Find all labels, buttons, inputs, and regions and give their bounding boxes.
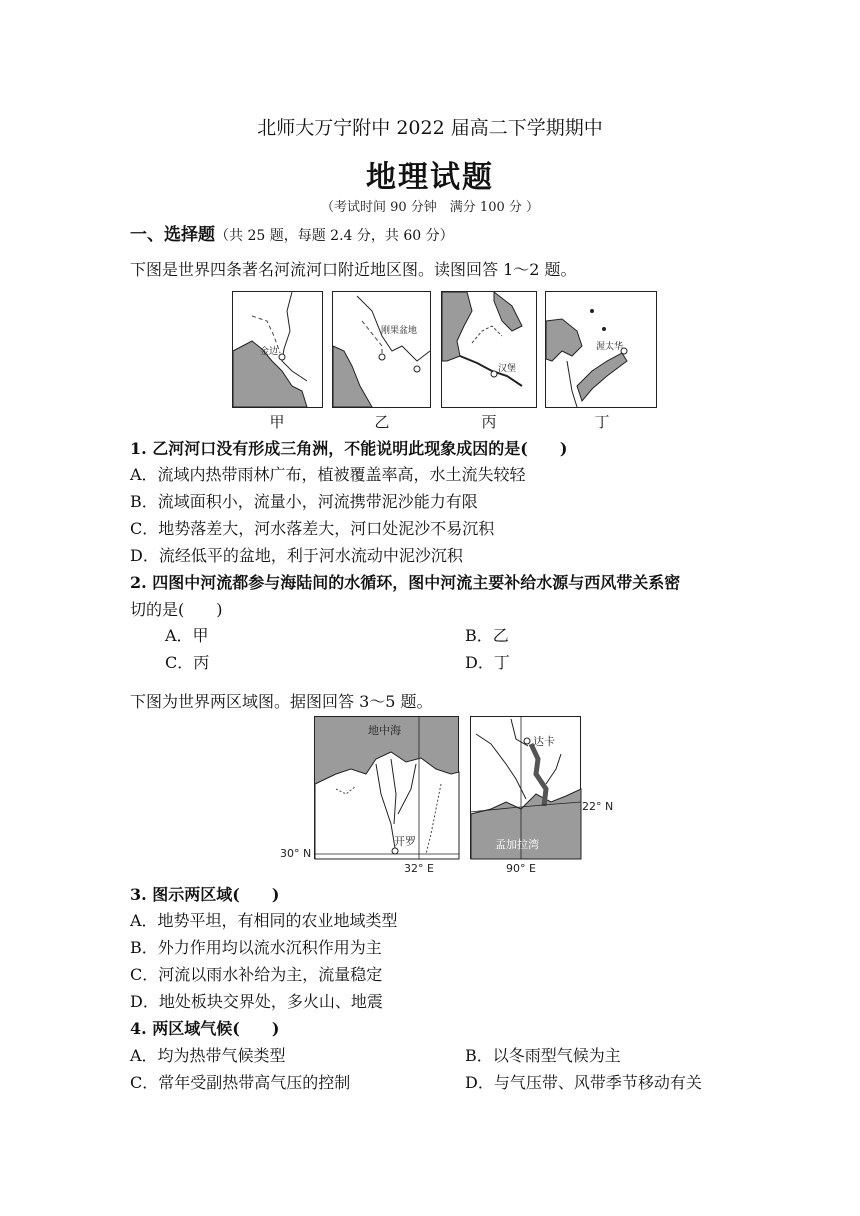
label-mediterranean: 地中海: [368, 724, 401, 737]
exam-note: （考试时间 90 分钟 满分 100 分 ）: [320, 200, 540, 215]
q2-option-c[interactable]: C．丙: [165, 653, 210, 672]
section-title: 一、选择题: [130, 225, 215, 245]
label-lat-30n: 30° N: [280, 847, 312, 860]
section-heading: [130, 220, 454, 245]
intro-q1-2: 下图是世界四条著名河流河口附近地区图。读图回答 1～2 题。: [130, 260, 577, 279]
caption-bing: 丙: [481, 413, 497, 431]
question-1-stem: 1. 乙河河口没有形成三角洲，不能说明此现象成因的是( ): [130, 439, 568, 458]
q2-option-a[interactable]: A．甲: [165, 626, 209, 645]
q2-option-d[interactable]: D．丁: [465, 653, 510, 672]
school-line: 北师大万宁附中 2022 届高二下学期期中: [257, 117, 603, 139]
label-bay-of-bengal: 孟加拉湾: [495, 838, 539, 851]
caption-ding: 丁: [594, 413, 610, 431]
question-2-stem-line2: 切的是( ): [130, 600, 223, 619]
q4-option-d[interactable]: D．与气压带、风带季节移动有关: [465, 1073, 702, 1092]
q3-option-c[interactable]: C．河流以雨水补给为主，流量稳定: [130, 965, 383, 984]
label-lon-32e: 32° E: [404, 862, 434, 875]
page-title: 地理试题: [366, 160, 494, 195]
map-label-hamburg: 汉堡: [498, 364, 517, 374]
map-panel-bing: [442, 292, 537, 408]
question-4-stem: 4. 两区域气候( ): [130, 1019, 280, 1038]
question-3-stem: 3. 图示两区域( ): [130, 885, 280, 904]
q1-option-b[interactable]: B．流域面积小，流量小，河流携带泥沙能力有限: [130, 492, 478, 511]
q1-option-c[interactable]: C．地势落差大，河水落差大，河口处泥沙不易沉积: [130, 519, 495, 538]
q4-option-b[interactable]: B．以冬雨型气候为主: [465, 1046, 621, 1065]
label-cairo: 开罗: [394, 835, 416, 848]
q3-option-d[interactable]: D．地处板块交界处，多火山、地震: [130, 992, 383, 1011]
q1-option-d[interactable]: D．流经低平的盆地，利于河水流动中泥沙沉积: [130, 546, 463, 565]
intro-q3-5: 下图为世界两区域图。据图回答 3～5 题。: [130, 692, 433, 711]
q4-option-a[interactable]: A．均为热带气候类型: [130, 1046, 286, 1065]
map-label-congo-basin: 刚果盆地: [381, 326, 418, 336]
q3-option-a[interactable]: A．地势平坦，有相同的农业地域类型: [130, 911, 398, 930]
nile-delta-map: [314, 716, 459, 859]
delta-maps: [276, 714, 616, 878]
question-2-stem-line1-text: 2. 四图中河流都参与海陆间的水循环，图中河流主要补给水源与西风带关系密: [130, 573, 681, 592]
section-detail: （共 25 题，每题 2.4 分，共 60 分）: [215, 228, 454, 244]
river-mouth-maps-svg: [232, 291, 658, 411]
map-label-jinbian: 金边: [260, 347, 279, 357]
label-dhaka: 达卡: [533, 735, 555, 748]
caption-jia: 甲: [269, 413, 285, 431]
question-2-stem-line1: [130, 571, 680, 595]
label-lon-90e: 90° E: [506, 862, 536, 875]
map-panel-yi: [333, 292, 431, 408]
q1-option-a[interactable]: A．流域内热带雨林广布，植被覆盖率高，水土流失较轻: [130, 465, 526, 484]
q4-option-c[interactable]: C．常年受副热带高气压的控制: [130, 1073, 351, 1092]
q3-option-b[interactable]: B．外力作用均以流水沉积作用为主: [130, 938, 382, 957]
label-lat-22n: 22° N: [582, 800, 614, 813]
caption-yi: 乙: [374, 413, 390, 431]
map-label-ottawa: 渥太华: [596, 342, 624, 352]
q2-option-b[interactable]: B．乙: [465, 626, 509, 645]
river-mouth-maps: [232, 291, 658, 433]
